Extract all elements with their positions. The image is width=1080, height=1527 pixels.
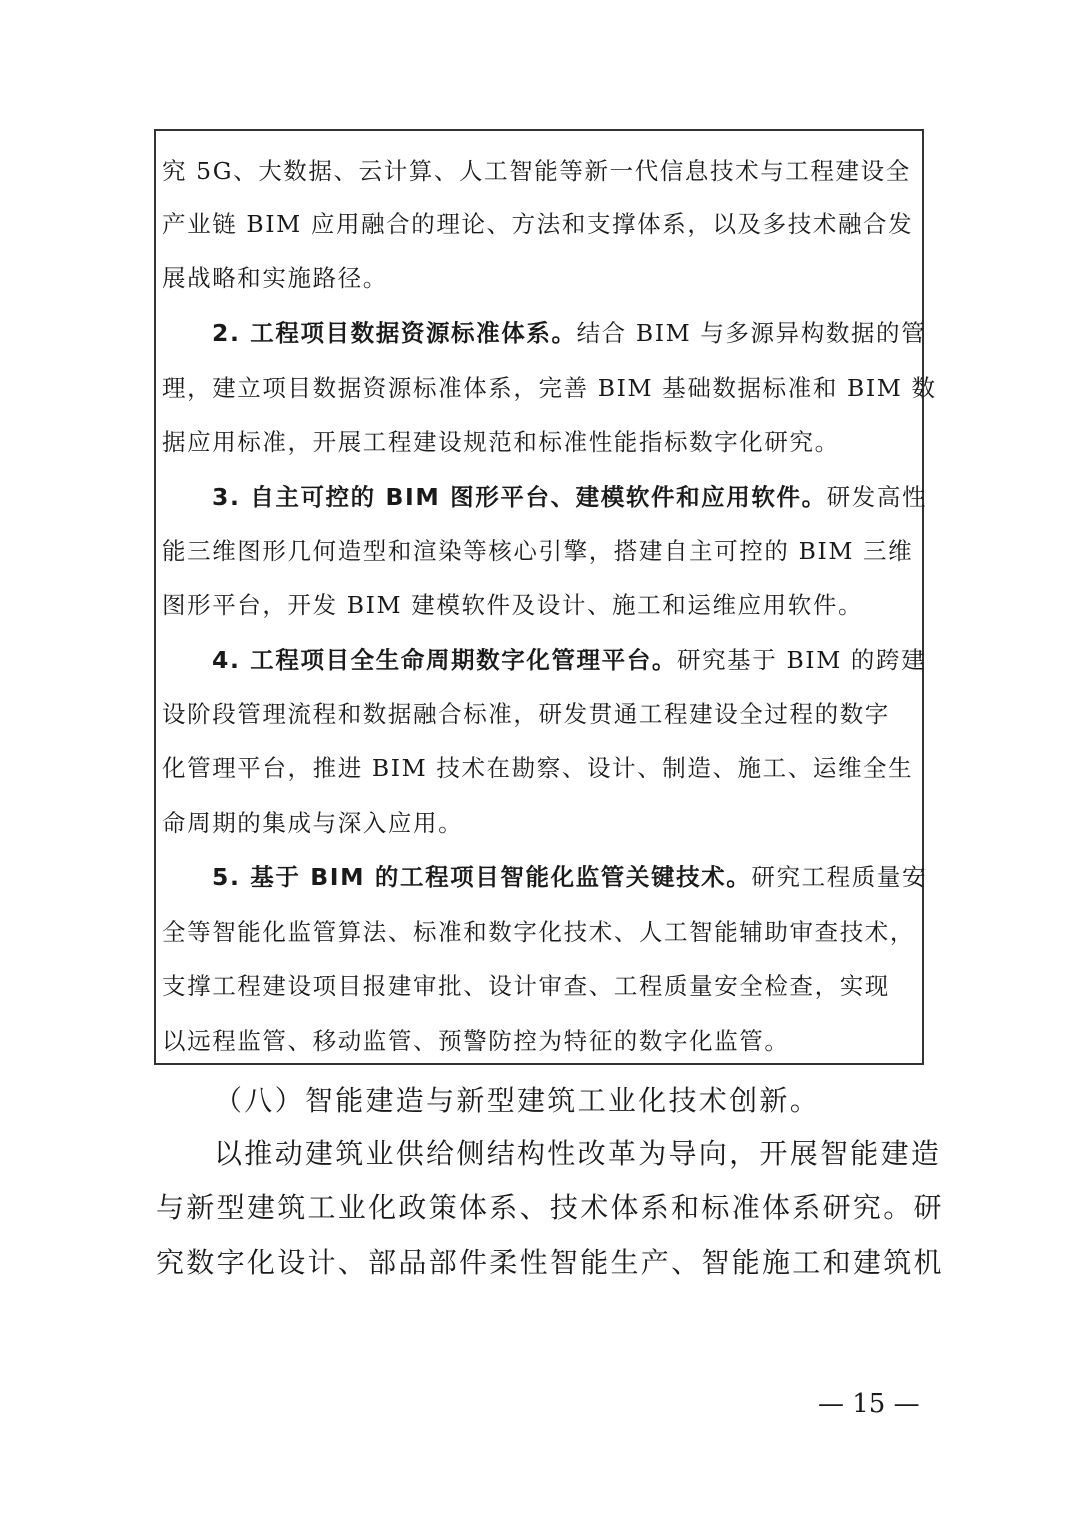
item-2-line-3: 据应用标准，开展工程建设规范和标准性能指标数字化研究。	[162, 428, 840, 456]
item-3-title: 3. 自主可控的 BIM 图形平台、建模软件和应用软件。	[212, 483, 827, 511]
item-2-title: 2. 工程项目数据资源标准体系。	[212, 319, 577, 347]
item-3-first-line	[212, 482, 927, 512]
item-2-first-line	[212, 318, 926, 348]
item-4-line-3: 化管理平台，推进 BIM 技术在勘察、设计、制造、施工、运维全生	[162, 754, 914, 782]
item-2-first-line-rest: 结合 BIM 与多源异构数据的管	[576, 319, 927, 347]
item-4-line-4: 命周期的集成与深入应用。	[162, 809, 464, 837]
item-5-first-line	[212, 862, 927, 892]
page-number: — 15 —	[818, 1389, 920, 1419]
intro-line-2: 产业链 BIM 应用融合的理论、方法和支撑体系，以及多技术融合发	[162, 210, 914, 238]
item-4-first-line-rest: 研究基于 BIM 的跨建	[676, 646, 927, 674]
item-5-title: 5. 基于 BIM 的工程项目智能化监管关键技术。	[212, 863, 752, 891]
item-4-line-2: 设阶段管理流程和数据融合标准，研发贯通工程建设全过程的数字	[162, 700, 890, 728]
item-3-first-line-rest: 研发高性	[826, 483, 928, 511]
item-5-line-2: 全等智能化监管算法、标准和数字化技术、人工智能辅助审查技术，	[162, 918, 915, 946]
item-5-line-3: 支撑工程建设项目报建审批、设计审查、工程质量安全检查，实现	[162, 972, 890, 1000]
section-heading: （八）智能建造与新型建筑工业化技术创新。	[214, 1084, 821, 1117]
item-5-line-4: 以远程监管、移动监管、预警防控为特征的数字化监管。	[162, 1027, 790, 1055]
item-2-line-2: 理，建立项目数据资源标准体系，完善 BIM 基础数据标准和 BIM 数	[162, 374, 937, 402]
item-4-first-line	[212, 645, 926, 675]
item-5-first-line-rest: 研究工程质量安	[751, 863, 928, 891]
item-3-line-2: 能三维图形几何造型和渲染等核心引擎，搭建自主可控的 BIM 三维	[162, 537, 914, 565]
section-line-3: 究数字化设计、部品部件柔性智能生产、智能施工和建筑机	[156, 1246, 944, 1279]
section-line-2: 与新型建筑工业化政策体系、技术体系和标准体系研究。研	[156, 1191, 944, 1224]
item-4-title: 4. 工程项目全生命周期数字化管理平台。	[212, 646, 677, 674]
intro-line-1: 究 5G、大数据、云计算、人工智能等新一代信息技术与工程建设全	[162, 157, 911, 185]
boxed-content-frame	[154, 129, 937, 1065]
intro-line-3: 展战略和实施路径。	[162, 264, 388, 292]
item-3-line-3: 图形平台，开发 BIM 建模软件及设计、施工和运维应用软件。	[162, 591, 864, 619]
section-line-1: 以推动建筑业供给侧结构性改革为导向，开展智能建造	[214, 1137, 942, 1170]
